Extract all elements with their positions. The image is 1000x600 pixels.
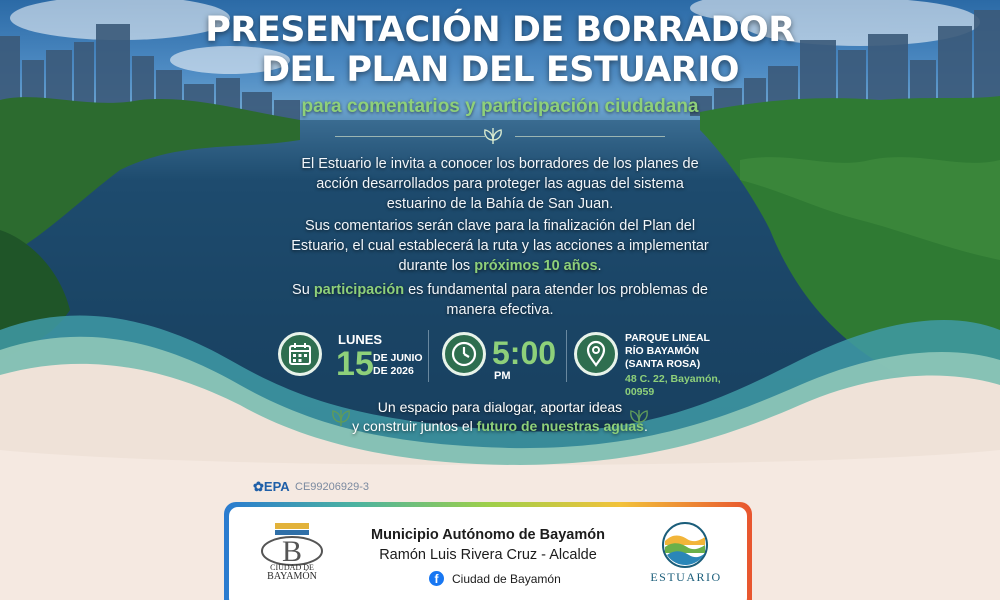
comments-paragraph — [290, 216, 710, 276]
leaf-icon — [480, 124, 506, 146]
event-month: DE JUNIO — [373, 352, 423, 364]
place-line-1: PARQUE LINEAL — [625, 332, 710, 344]
event-day-name: LUNES — [338, 332, 383, 347]
participation-highlight: participación — [313, 282, 405, 298]
event-info-row — [276, 330, 726, 398]
epa-flower-icon: ✿ — [253, 479, 264, 494]
address-line-1: 48 C. 22, Bayamón, — [625, 373, 721, 385]
event-month-year — [373, 352, 433, 378]
event-day-number: 15 — [336, 345, 374, 383]
facebook-label: Ciudad de Bayamón — [452, 572, 561, 586]
intro-paragraph: El Estuario le invita a conocer los borradores de los planes de acción desarrollados para proteger las aguas del sistema estuarino de la Bahía de San Juan. — [301, 156, 699, 212]
event-address — [625, 373, 735, 399]
epa-logo — [253, 479, 290, 495]
event-year: DE 2026 — [373, 365, 414, 377]
estuario-logo — [661, 521, 709, 569]
municipality-name: Municipio Autónomo de Bayamón — [371, 527, 605, 543]
info-separator-1 — [428, 330, 429, 382]
clock-icon-circle — [442, 332, 486, 376]
closing-line-1: Un espacio para dialogar, aportar ideas — [377, 399, 623, 415]
event-ampm: PM — [494, 370, 511, 382]
participation-paragraph — [290, 280, 710, 320]
event-time: 5:00 — [492, 335, 557, 371]
comments-end: . — [597, 258, 602, 274]
comments-highlight: próximos 10 años — [474, 258, 598, 274]
closing-line-2-start: y construir juntos el — [352, 418, 477, 434]
location-icon-circle — [574, 332, 618, 376]
event-place — [625, 332, 735, 371]
divider-right — [515, 136, 665, 137]
bayamon-logo-line-2: BAYAMÓN — [267, 571, 317, 582]
estuario-logo-text: ESTUARIO — [650, 570, 722, 584]
place-line-3: (SANTA ROSA) — [625, 358, 701, 370]
closing-line-2 — [340, 417, 660, 436]
title-line-2: DEL PLAN DEL ESTUARIO — [260, 50, 740, 90]
participation-text-end: es fundamental para atender los problemas de manera efectiva. — [404, 282, 708, 318]
mayor-name: Ramón Luis Rivera Cruz - Alcalde — [379, 547, 597, 563]
svg-text:B: B — [281, 535, 303, 568]
title-line-1: PRESENTACIÓN DE BORRADOR — [205, 10, 795, 50]
location-pin-icon — [577, 335, 615, 373]
footer-card — [229, 507, 747, 600]
participation-text-start: Su — [292, 282, 314, 298]
poster-title — [0, 10, 1000, 90]
leaf-icon — [627, 404, 651, 428]
facebook-icon: f — [429, 571, 444, 586]
closing-highlight: futuro de nuestras aguas — [476, 418, 644, 434]
comments-text: Sus comentarios serán clave para la finalización del Plan del Estuario, el cual establecerá la ruta y las acciones a implementar durante los — [291, 218, 709, 274]
calendar-icon-circle — [278, 332, 322, 376]
closing-message — [340, 398, 660, 436]
calendar-icon — [281, 335, 319, 373]
divider-left — [335, 136, 485, 137]
clock-icon — [445, 335, 483, 373]
place-line-2: RÍO BAYAMÓN — [625, 345, 699, 357]
address-line-2: 00959 — [625, 386, 655, 398]
poster-subtitle: para comentarios y participación ciudadana — [301, 96, 699, 117]
closing-line-2-end: . — [643, 418, 648, 434]
bayamon-logo-text — [259, 563, 325, 581]
grant-number: CE99206929-3 — [295, 481, 370, 493]
epa-text: EPA — [263, 479, 290, 494]
bayamon-logo-line-1: CIUDAD DE — [270, 563, 314, 572]
info-separator-2 — [566, 330, 567, 382]
